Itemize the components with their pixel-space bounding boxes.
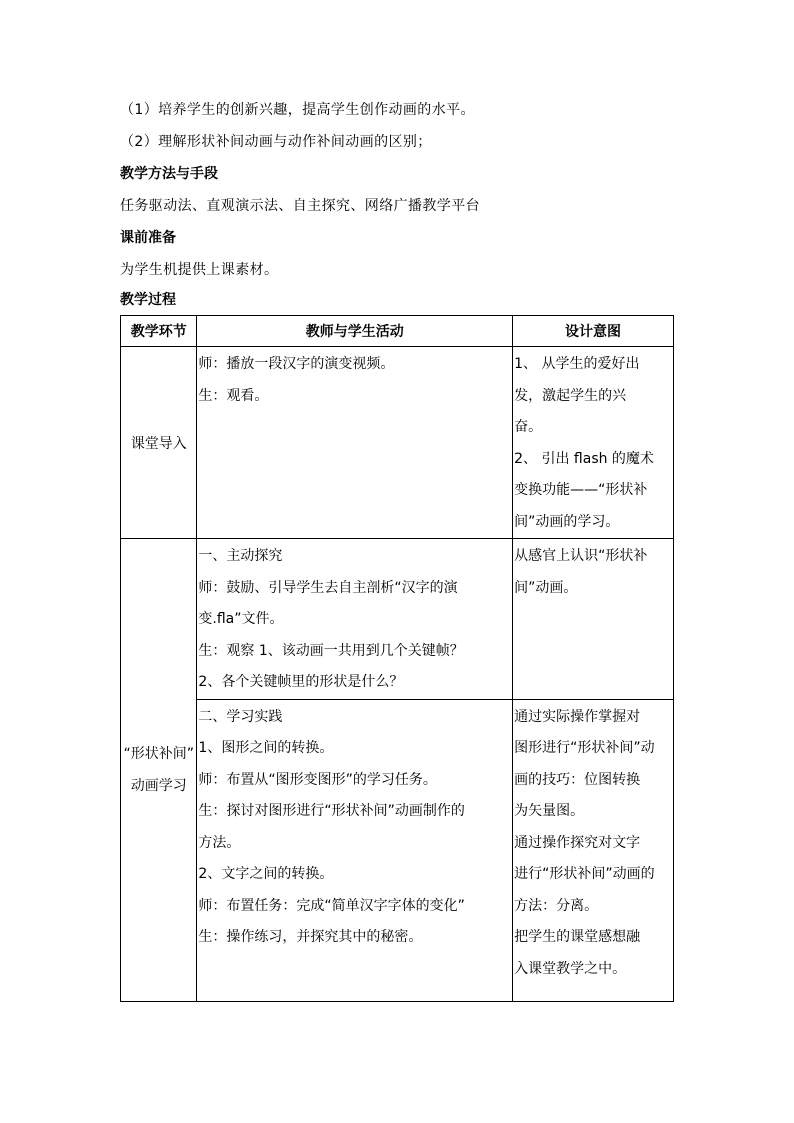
objective-line-2: （2）理解形状补间动画与动作补间动画的区别； <box>120 134 432 150</box>
intent-cell <box>513 539 674 700</box>
process-heading: 教学过程 <box>120 292 176 308</box>
intent-line: 2、 引出 flash 的魔术 <box>514 450 654 467</box>
intent-line: 间”动画的学习。 <box>514 513 620 530</box>
header-intent: 设计意图 <box>513 316 674 347</box>
intent-line: 把学生的课堂感想融 <box>514 929 641 945</box>
activity-line: 2、文字之间的转换。 <box>198 866 334 882</box>
header-activity: 教师与学生活动 <box>197 316 513 347</box>
intent-line: 通过操作探究对文字 <box>514 834 641 851</box>
activity-line: 2、各个关键帧里的形状是什么？ <box>198 674 404 690</box>
intent-line: 间”动画。 <box>514 579 578 596</box>
intent-line: 画的技巧：位图转换 <box>514 771 641 788</box>
activity-cell <box>197 699 513 1001</box>
activity-line: 1、图形之间的转换。 <box>198 740 334 756</box>
activity-line: 生：观看。 <box>198 387 269 404</box>
activity-line: 师：布置任务：完成“简单汉字字体的变化” <box>198 897 465 914</box>
table-row <box>121 539 674 700</box>
activity-line: 方法。 <box>198 834 241 851</box>
stage-cell-shape-tween <box>121 539 197 1002</box>
activity-cell <box>197 539 513 700</box>
activity-line: 生：操作练习，并探究其中的秘密。 <box>198 929 423 945</box>
teaching-process-table <box>120 315 674 1002</box>
stage-label-line: “形状补间” <box>123 745 194 762</box>
intent-line: 通过实际操作掌握对 <box>514 708 641 725</box>
method-text: 任务驱动法、直观演示法、自主探究、网络广播教学平台 <box>120 198 480 214</box>
activity-line: 师：鼓励、引导学生去自主剖析“汉字的演 <box>198 579 458 596</box>
intent-line: 方法：分离。 <box>514 897 599 914</box>
intent-line: 入课堂教学之中。 <box>514 960 627 977</box>
activity-line: 一、主动探究 <box>198 548 283 564</box>
prep-text: 为学生机提供上课素材。 <box>120 262 279 278</box>
intent-line: 从感官上认识“形状补 <box>514 548 648 564</box>
activity-line: 生：探讨对图形进行“形状补间”动画制作的 <box>198 803 465 819</box>
intent-cell <box>513 347 674 539</box>
objective-line-1: （1）培养学生的创新兴趣，提高学生创作动画的水平。 <box>120 102 475 118</box>
method-heading: 教学方法与手段 <box>120 166 218 182</box>
stage-label: 课堂导入 <box>130 435 187 452</box>
activity-line: 师：布置从“图形变图形”的学习任务。 <box>198 771 437 788</box>
table-row <box>121 347 674 539</box>
header-stage: 教学环节 <box>121 316 197 347</box>
activity-line: 师：播放一段汉字的演变视频。 <box>198 356 395 372</box>
activity-line: 变.fla”文件。 <box>198 611 284 627</box>
activity-line: 生：观察 1、该动画一共用到几个关键帧？ <box>198 642 464 659</box>
intent-line: 进行“形状补间”动画的 <box>514 866 655 882</box>
activity-line: 二、学习实践 <box>198 708 283 725</box>
prep-heading: 课前准备 <box>120 230 176 246</box>
intent-line: 变换功能——“形状补 <box>514 482 648 498</box>
intent-line: 奋。 <box>514 419 543 435</box>
intent-line: 为矢量图。 <box>514 803 585 819</box>
intent-line: 发，激起学生的兴 <box>514 387 627 404</box>
stage-cell-intro <box>121 347 197 539</box>
intent-line: 1、 从学生的爱好出 <box>514 356 640 372</box>
table-header-row <box>121 316 674 347</box>
stage-label-line: 动画学习 <box>130 777 187 794</box>
activity-cell <box>197 347 513 539</box>
table-row <box>121 699 674 1001</box>
intent-line: 图形进行“形状补间”动 <box>514 740 655 756</box>
intent-cell <box>513 699 674 1001</box>
